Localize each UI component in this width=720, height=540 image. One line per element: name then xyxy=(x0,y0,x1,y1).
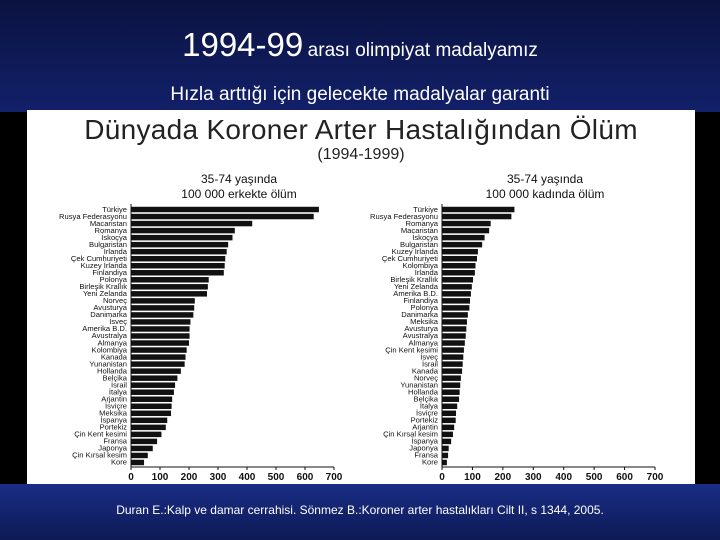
category-label: Kore xyxy=(421,457,438,467)
category-label: Finlandiya xyxy=(92,267,127,277)
category-label: Yeni Zelanda xyxy=(82,289,127,299)
chart-title-line1: 35-74 yaşında xyxy=(200,172,278,186)
figure-title: Dünyada Koroner Arter Hastalığından Ölüm xyxy=(84,114,638,145)
category-label: Fransa xyxy=(103,436,127,446)
category-label: Meksika xyxy=(410,317,438,327)
bar xyxy=(442,347,464,352)
category-label: Macaristan xyxy=(89,218,127,228)
bar xyxy=(442,439,451,444)
x-tick-label: 600 xyxy=(296,472,314,483)
bar xyxy=(442,404,457,409)
category-label: Romanya xyxy=(94,225,127,235)
bar xyxy=(442,368,462,373)
x-tick-label: 100 xyxy=(464,472,481,483)
category-label: Yunanistan xyxy=(89,359,127,369)
category-label: Polonya xyxy=(99,275,127,285)
x-tick-label: 0 xyxy=(128,472,134,483)
bar xyxy=(442,460,447,465)
chart-title-line2: 100 000 kadında ölüm xyxy=(485,187,605,201)
chart-figure xyxy=(27,110,695,484)
category-label: Çin Kent kesimi xyxy=(385,345,438,355)
category-label: Hollanda xyxy=(408,387,438,397)
bar xyxy=(442,354,463,359)
category-label: Japonya xyxy=(98,443,127,453)
bar xyxy=(442,284,472,289)
category-label: İspanya xyxy=(100,415,127,425)
category-label: Almanya xyxy=(408,338,438,348)
category-label: İsrail xyxy=(110,380,127,390)
category-label: İrlanda xyxy=(414,267,438,277)
category-label: Amerika B.D. xyxy=(82,324,127,334)
bar xyxy=(442,291,471,296)
bar xyxy=(442,298,470,303)
category-label: Amerika B.D. xyxy=(393,289,438,299)
bar xyxy=(442,397,459,402)
category-label: Belçika xyxy=(413,394,438,404)
category-label: Polonya xyxy=(410,303,438,313)
category-label: Fransa xyxy=(414,450,438,460)
category-label: Romanya xyxy=(405,218,438,228)
slide-title xyxy=(0,26,720,64)
category-label: Çin Kent kesimi xyxy=(74,429,127,439)
category-label: Danimarka xyxy=(90,310,127,320)
bar xyxy=(442,256,477,261)
category-label: Kolombiya xyxy=(402,260,438,270)
bar xyxy=(442,305,469,310)
figure-period: (1994-1999) xyxy=(317,146,405,163)
category-label: Meksika xyxy=(99,408,127,418)
bar xyxy=(442,333,466,338)
category-label: Kore xyxy=(110,457,127,467)
category-label: İspanya xyxy=(411,436,438,446)
x-tick-label: 600 xyxy=(616,472,633,483)
category-label: Çin Kırsal kesim xyxy=(72,450,127,460)
bar xyxy=(442,418,456,423)
bar xyxy=(442,425,454,430)
category-label: Avusturya xyxy=(404,324,438,334)
category-label: Bulgaristan xyxy=(89,239,127,249)
chart-title-line1: 35-74 yaşında xyxy=(506,172,584,186)
category-label: İrlanda xyxy=(103,246,127,256)
category-label: Türkiye xyxy=(413,204,438,214)
x-tick-label: 700 xyxy=(646,472,664,483)
bar xyxy=(442,277,473,282)
x-tick-label: 400 xyxy=(555,472,573,483)
bar xyxy=(442,312,468,317)
category-label: Yunanistan xyxy=(400,380,438,390)
x-tick-label: 200 xyxy=(494,472,512,483)
category-label: Arjantin xyxy=(412,422,438,432)
category-label: Kuzey İrlanda xyxy=(80,260,127,270)
bar xyxy=(442,340,465,345)
category-label: Arjantin xyxy=(101,394,127,404)
category-label: Norveç xyxy=(102,296,127,306)
bar xyxy=(442,263,475,268)
x-tick-label: 300 xyxy=(524,472,542,483)
category-label: Norveç xyxy=(413,373,438,383)
category-label: Portekiz xyxy=(410,415,438,425)
x-tick-label: 400 xyxy=(238,472,256,483)
category-label: Yeni Zelanda xyxy=(393,282,438,292)
category-label: Danimarka xyxy=(401,310,438,320)
slide-title-years: 1994-99 xyxy=(182,26,304,63)
citation: Duran E.:Kalp ve damar cerrahisi. Sönmez B.:Koroner arter hastalıkları Cilt II, s 1344, 2005. xyxy=(116,503,604,517)
category-label: Kolombiya xyxy=(91,345,127,355)
category-label: İtalya xyxy=(108,387,127,397)
x-tick-label: 0 xyxy=(439,472,445,483)
bar xyxy=(442,228,489,233)
bar xyxy=(442,235,485,240)
category-label: Türkiye xyxy=(102,204,127,214)
bar xyxy=(442,432,453,437)
category-label: Hollanda xyxy=(97,366,127,376)
bar xyxy=(442,207,514,212)
bar xyxy=(442,411,456,416)
bar xyxy=(442,221,491,226)
chart-women xyxy=(27,110,695,484)
category-label: İsviçre xyxy=(416,408,438,418)
category-label: İskoçya xyxy=(412,232,438,242)
bar xyxy=(442,389,460,394)
bar xyxy=(442,214,511,219)
category-label: Kanada xyxy=(411,366,438,376)
category-label: İtalya xyxy=(419,401,438,411)
category-label: İsrail xyxy=(421,359,438,369)
category-label: Finlandiya xyxy=(403,296,438,306)
category-label: Rusya Federasyonu xyxy=(370,211,438,221)
category-label: Birleşik Krallık xyxy=(390,275,438,285)
category-label: İsviçre xyxy=(105,401,127,411)
category-label: Belçika xyxy=(102,373,127,383)
category-label: Rusya Federasyonu xyxy=(59,211,127,221)
x-tick-label: 100 xyxy=(151,472,169,483)
category-label: Almanya xyxy=(97,338,127,348)
bar xyxy=(442,446,449,451)
x-tick-label: 200 xyxy=(180,472,198,483)
category-label: Çek Cumhuriyeti xyxy=(70,253,127,263)
x-tick-label: 500 xyxy=(585,472,603,483)
category-label: Portekiz xyxy=(99,422,127,432)
category-label: Japonya xyxy=(409,443,438,453)
category-label: Çek Cumhuriyeti xyxy=(381,253,438,263)
category-label: Çin Kırsal kesim xyxy=(383,429,438,439)
bar xyxy=(442,375,461,380)
bar xyxy=(442,270,475,275)
bar xyxy=(442,361,463,366)
category-label: İsveç xyxy=(420,352,438,362)
bar xyxy=(442,242,482,247)
x-tick-label: 500 xyxy=(267,472,285,483)
category-label: Kanada xyxy=(100,352,127,362)
category-label: Avusturya xyxy=(93,303,127,313)
x-tick-label: 300 xyxy=(209,472,227,483)
slide-subtitle: Hızla arttığı için gelecekte madalyalar garanti xyxy=(170,84,550,105)
category-label: İsveç xyxy=(109,317,127,327)
bar xyxy=(442,326,466,331)
bar xyxy=(442,453,448,458)
category-label: Kuzey İrlanda xyxy=(391,246,438,256)
category-label: İskoçya xyxy=(101,232,127,242)
category-label: Macaristan xyxy=(400,225,438,235)
chart-title-line2: 100 000 erkekte ölüm xyxy=(181,187,297,201)
category-label: Bulgaristan xyxy=(400,239,438,249)
bar xyxy=(442,319,467,324)
category-label: Avustralya xyxy=(402,331,438,341)
bar xyxy=(442,382,460,387)
slide-title-text: arası olimpiyat madalyamız xyxy=(307,40,538,61)
bar xyxy=(442,249,478,254)
category-label: Birleşik Krallık xyxy=(79,282,127,292)
x-tick-label: 700 xyxy=(325,472,343,483)
category-label: Avustralya xyxy=(91,331,127,341)
